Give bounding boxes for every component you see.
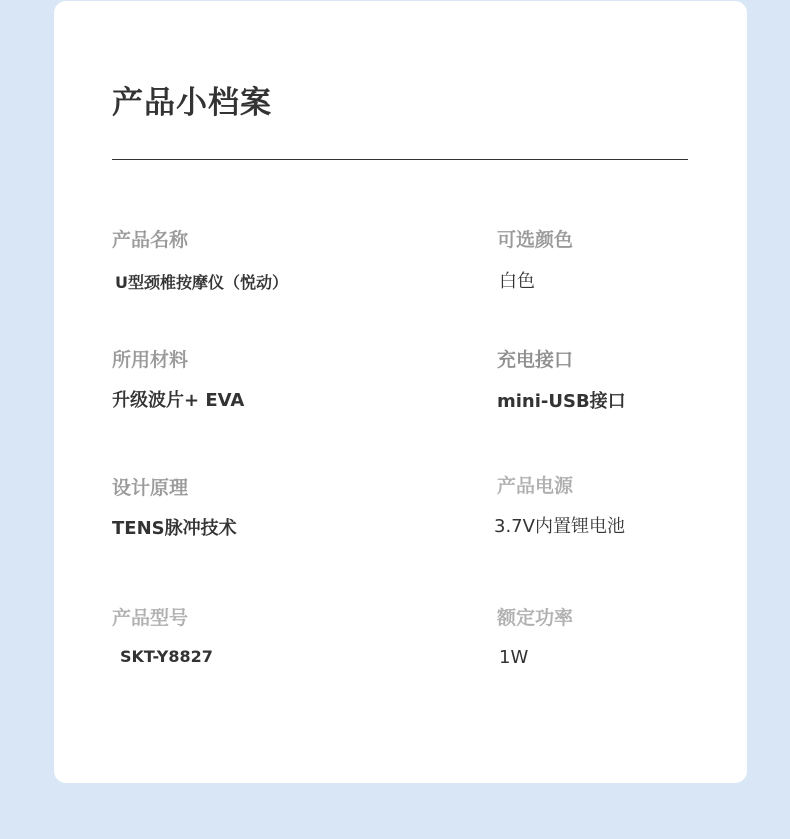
field-label: 所用材料: [112, 349, 189, 371]
field-label: 产品名称: [112, 229, 189, 251]
field-value: 3.7V内置锂电池: [494, 516, 625, 537]
card-title: 产品小档案: [112, 85, 272, 121]
field-value: 1W: [499, 647, 529, 668]
field-color-options: [497, 225, 574, 292]
field-label: 设计原理: [112, 477, 189, 499]
field-value: U型颈椎按摩仪（悦动）: [115, 273, 288, 292]
field-value: 升级波片+ EVA: [112, 390, 245, 411]
field-material: [112, 345, 245, 411]
field-label: 充电接口: [497, 349, 574, 371]
field-model: [112, 603, 213, 666]
field-label: 产品型号: [112, 607, 189, 629]
field-label: 额定功率: [497, 607, 574, 629]
field-power-source: [494, 471, 625, 537]
title-divider: [112, 159, 688, 160]
field-rated-power: [497, 603, 574, 668]
field-value: SKT-Y8827: [120, 647, 213, 666]
product-info-card: [54, 1, 747, 783]
field-charging-port: [497, 345, 626, 412]
field-design-principle: [112, 473, 237, 539]
field-label: 产品电源: [497, 475, 574, 497]
field-product-name: [112, 225, 288, 292]
field-value: mini-USB接口: [497, 391, 626, 412]
field-label: 可选颜色: [497, 229, 574, 251]
field-value: TENS脉冲技术: [112, 518, 237, 539]
field-value: 白色: [499, 271, 535, 292]
